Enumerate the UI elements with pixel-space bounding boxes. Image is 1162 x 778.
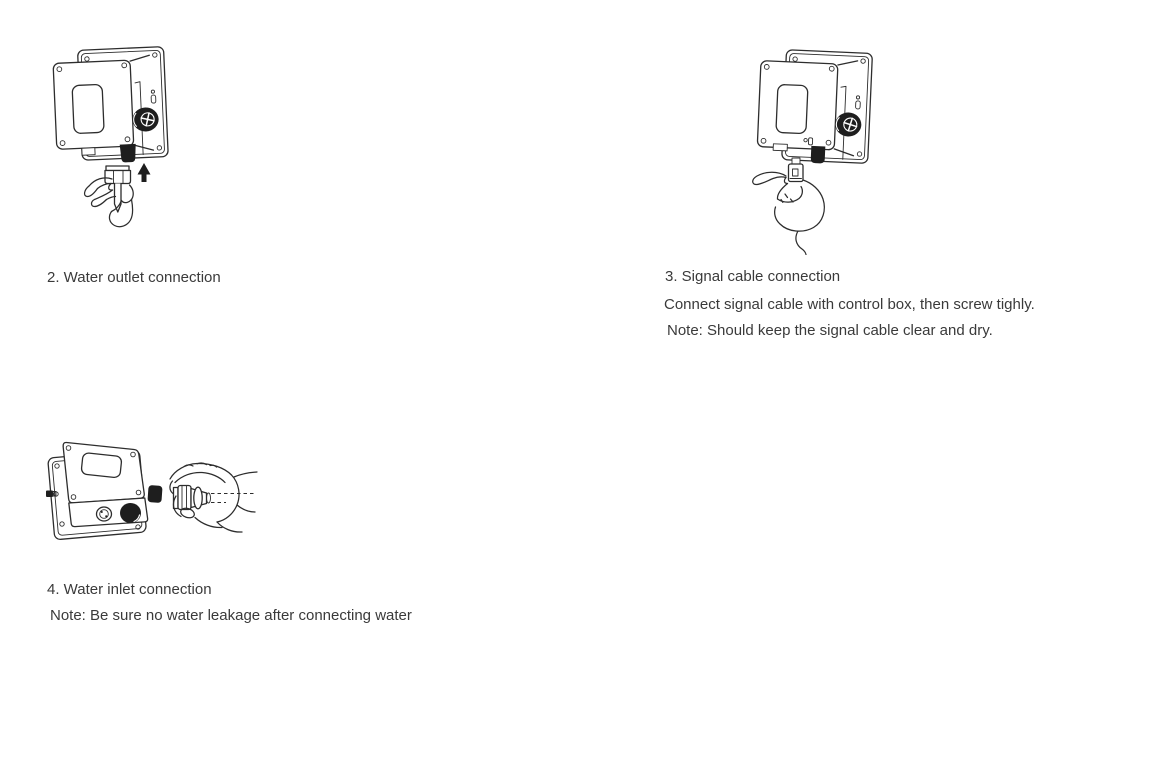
step3-line2: Note: Should keep the signal cable clear and dry. [667,322,993,339]
hose-fitting-icon [174,486,256,510]
cable-icon [796,231,806,255]
rim-clip-icon [856,96,859,99]
signal-socket-icon [811,146,826,164]
knob-icon [120,503,141,523]
step3-title: 3. Signal cable connection [665,268,841,285]
hand-icon [85,178,134,227]
water-inlet-port-icon [147,485,162,503]
figure-water-outlet [40,28,220,243]
water-outlet-port-icon [120,144,137,163]
signal-plug-icon [789,158,804,182]
control-box-icon [53,47,169,166]
step4-title: 4. Water inlet connection [47,581,212,598]
step2-title: 2. Water outlet connection [47,269,221,286]
figure-water-inlet [35,430,260,558]
step3-line1: Connect signal cable with control box, then screw tighly. [664,296,1035,313]
rim-clip-icon [151,90,154,93]
step4-line1: Note: Be sure no water leakage after connecting water [50,607,412,624]
hand-icon [753,172,825,255]
figure-signal-cable [730,30,910,255]
control-box-icon [63,442,162,526]
control-box-icon [757,49,873,166]
up-arrow-icon [138,163,151,182]
knob-icon [132,107,159,132]
knob-icon [835,112,862,137]
